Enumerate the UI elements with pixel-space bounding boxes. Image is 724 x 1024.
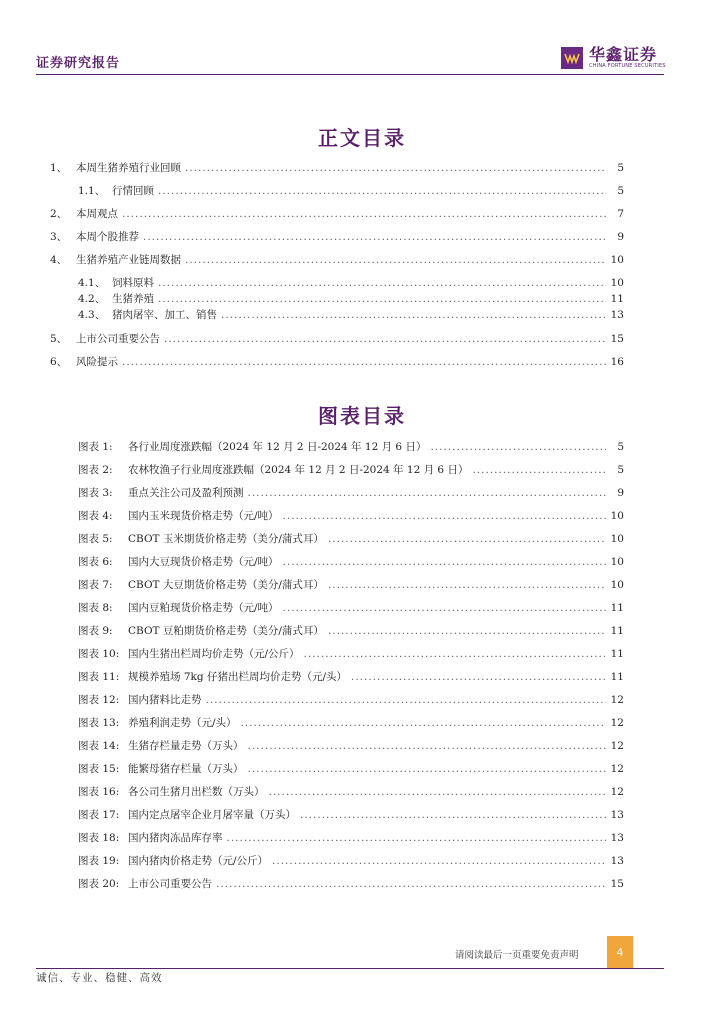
- figure-label: 图表 12:: [78, 694, 120, 706]
- leader-dots: [227, 832, 607, 844]
- toc-entry-title: 本周生猪养殖行业回顾: [76, 162, 181, 174]
- figure-title: 国内大豆现货价格走势（元/吨）: [128, 556, 279, 568]
- figure-label: 图表 6:: [78, 556, 113, 568]
- figure-title: 国内玉米现货价格走势（元/吨）: [128, 510, 279, 522]
- figure-page: 13: [610, 855, 624, 867]
- logo-chinese-name: 华鑫证券: [589, 45, 658, 64]
- toc-entry-number: 6、: [50, 356, 68, 368]
- toc-entry-number: 1.1、: [78, 185, 106, 197]
- toc-entry-page: 10: [610, 254, 624, 266]
- figure-entry[interactable]: [78, 876, 624, 894]
- leader-dots: [430, 441, 606, 453]
- figure-entry[interactable]: [78, 830, 624, 848]
- toc-entry-6[interactable]: [50, 354, 624, 372]
- toc-entry-number: 4.3、: [78, 309, 106, 321]
- figure-label: 图表 19:: [78, 855, 120, 867]
- figure-page: 13: [610, 809, 624, 821]
- figure-page: 12: [610, 740, 624, 752]
- figure-entry[interactable]: [78, 669, 624, 687]
- figure-entry[interactable]: [78, 761, 624, 779]
- figure-page: 12: [610, 694, 624, 706]
- figure-title: 各公司生猪月出栏数（万头）: [128, 786, 265, 798]
- figure-entry[interactable]: [78, 462, 624, 480]
- figure-page: 11: [610, 625, 624, 637]
- leader-dots: [269, 786, 607, 798]
- figure-title: CBOT 玉米期货价格走势（美分/蒲式耳）: [128, 533, 324, 545]
- figure-label: 图表 10:: [78, 648, 120, 660]
- figure-title: CBOT 豆粕期货价格走势（美分/蒲式耳）: [128, 625, 324, 637]
- toc-entry-number: 5、: [50, 333, 68, 345]
- leader-dots: [206, 694, 607, 706]
- logo-mark-icon: [561, 47, 583, 69]
- leader-dots: [122, 208, 606, 220]
- header-divider: [36, 74, 664, 75]
- figure-title: 国内定点屠宰企业月屠宰量（万头）: [128, 809, 296, 821]
- leader-dots: [472, 464, 606, 476]
- toc-entry-2[interactable]: [50, 206, 624, 224]
- figure-page: 12: [610, 763, 624, 775]
- figure-label: 图表 1:: [78, 441, 113, 453]
- toc-entry-title: 上市公司重要公告: [76, 333, 160, 345]
- toc-entry-1[interactable]: [50, 160, 624, 178]
- figure-entry[interactable]: [78, 692, 624, 710]
- leader-dots: [283, 602, 606, 614]
- leader-dots: [158, 277, 606, 289]
- figure-entry[interactable]: [78, 508, 624, 526]
- report-header-title: 证券研究报告: [36, 56, 121, 71]
- toc-entry-page: 5: [617, 185, 624, 197]
- leader-dots: [185, 254, 606, 266]
- figure-entry[interactable]: [78, 807, 624, 825]
- figure-entry[interactable]: [78, 485, 624, 503]
- toc-entry-page: 11: [610, 293, 624, 305]
- figure-label: 图表 5:: [78, 533, 113, 545]
- figure-title: 国内猪肉冻品库存率: [128, 832, 223, 844]
- figure-page: 5: [617, 441, 624, 453]
- page-number-badge: 4: [607, 936, 633, 968]
- toc-entry-page: 10: [610, 277, 624, 289]
- leader-dots: [185, 162, 606, 174]
- figure-page: 5: [617, 464, 624, 476]
- figure-label: 图表 7:: [78, 579, 113, 591]
- leader-dots: [221, 309, 606, 321]
- leader-dots: [304, 648, 606, 660]
- leader-dots: [248, 740, 607, 752]
- figure-page: 10: [610, 579, 624, 591]
- toc-entry-number: 4、: [50, 254, 68, 266]
- figure-label: 图表 8:: [78, 602, 113, 614]
- figures-title: 图表目录: [318, 404, 406, 428]
- leader-dots: [328, 625, 606, 637]
- figure-page: 11: [610, 602, 624, 614]
- contents-title: 正文目录: [318, 126, 406, 150]
- leader-dots: [143, 231, 606, 243]
- figure-entry[interactable]: [78, 784, 624, 802]
- leader-dots: [164, 333, 606, 345]
- toc-entry-page: 5: [617, 162, 624, 174]
- figure-title: 养殖利润走势（元/头）: [128, 717, 237, 729]
- figure-title: 上市公司重要公告: [128, 878, 212, 890]
- leader-dots: [328, 579, 606, 591]
- figure-label: 图表 14:: [78, 740, 120, 752]
- toc-entry-title: 风险提示: [76, 356, 118, 368]
- toc-entry-title: 行情回顾: [112, 185, 154, 197]
- figure-entry[interactable]: [78, 715, 624, 733]
- figure-page: 12: [610, 786, 624, 798]
- toc-entry-3[interactable]: [50, 229, 624, 247]
- figure-entry[interactable]: [78, 531, 624, 549]
- toc-entry-4-3[interactable]: [78, 307, 624, 325]
- figure-entry[interactable]: [78, 853, 624, 871]
- toc-entry-page: 7: [617, 208, 624, 220]
- figure-label: 图表 16:: [78, 786, 120, 798]
- leader-dots: [122, 356, 606, 368]
- leader-dots: [158, 293, 606, 305]
- toc-entry-number: 4.1、: [78, 277, 106, 289]
- figure-label: 图表 18:: [78, 832, 120, 844]
- leader-dots: [158, 185, 606, 197]
- toc-entry-title: 本周观点: [76, 208, 118, 220]
- figure-page: 13: [610, 832, 624, 844]
- toc-entry-page: 16: [610, 356, 624, 368]
- figure-label: 图表 17:: [78, 809, 120, 821]
- leader-dots: [283, 510, 606, 522]
- figure-page: 12: [610, 717, 624, 729]
- leader-dots: [216, 878, 606, 890]
- figure-page: 10: [610, 510, 624, 522]
- figure-title: 国内猪料比走势: [128, 694, 202, 706]
- figure-title: 规模养殖场 7kg 仔猪出栏周均价走势（元/头）: [128, 671, 347, 683]
- toc-entry-title: 生猪养殖: [112, 293, 154, 305]
- figure-entry[interactable]: [78, 623, 624, 641]
- leader-dots: [248, 487, 607, 499]
- figure-label: 图表 13:: [78, 717, 120, 729]
- figure-title: 国内豆粕现货价格走势（元/吨）: [128, 602, 279, 614]
- figure-page: 10: [610, 556, 624, 568]
- leader-dots: [300, 809, 606, 821]
- figure-title: 农林牧渔子行业周度涨跌幅（2024 年 12 月 2 日-2024 年 12 月 6 日）: [128, 464, 469, 476]
- toc-entry-page: 15: [610, 333, 624, 345]
- leader-dots: [283, 556, 606, 568]
- figure-label: 图表 11:: [78, 671, 120, 683]
- toc-entry-title: 猪肉屠宰、加工、销售: [112, 309, 217, 321]
- toc-entry-title: 饲料原料: [112, 277, 154, 289]
- footer-motto: 诚信、专业、稳健、高效: [36, 972, 163, 984]
- figure-entry[interactable]: [78, 439, 624, 457]
- figure-page: 11: [610, 671, 624, 683]
- figure-title: 能繁母猪存栏量（万头）: [128, 763, 244, 775]
- figure-label: 图表 15:: [78, 763, 120, 775]
- figure-page: 15: [610, 878, 624, 890]
- toc-entry-page: 13: [610, 309, 624, 321]
- toc-entry-title: 生猪养殖产业链周数据: [76, 254, 181, 266]
- figure-entry[interactable]: [78, 554, 624, 572]
- figure-title: 各行业周度涨跌幅（2024 年 12 月 2 日-2024 年 12 月 6 日）: [128, 441, 427, 453]
- footer-divider: [36, 968, 664, 969]
- figure-label: 图表 9:: [78, 625, 113, 637]
- figure-entry[interactable]: [78, 646, 624, 664]
- figure-title: 国内猪肉价格走势（元/公斤）: [128, 855, 269, 867]
- leader-dots: [248, 763, 607, 775]
- toc-entry-number: 3、: [50, 231, 68, 243]
- leader-dots: [272, 855, 606, 867]
- logo-english-name: CHINA FORTUNE SECURITIES: [589, 63, 666, 69]
- toc-entry-5[interactable]: [50, 331, 624, 349]
- figure-page: 9: [617, 487, 624, 499]
- toc-entry-title: 本周个股推荐: [76, 231, 139, 243]
- figure-page: 11: [610, 648, 624, 660]
- leader-dots: [351, 671, 606, 683]
- figure-title: 国内生猪出栏周均价走势（元/公斤）: [128, 648, 300, 660]
- toc-entry-1-1[interactable]: [78, 183, 624, 201]
- figure-title: 重点关注公司及盈利预测: [128, 487, 244, 499]
- figure-entry[interactable]: [78, 600, 624, 618]
- toc-entry-number: 4.2、: [78, 293, 106, 305]
- toc-entry-number: 1、: [50, 162, 68, 174]
- figure-label: 图表 20:: [78, 878, 120, 890]
- figure-entry[interactable]: [78, 577, 624, 595]
- figure-label: 图表 2:: [78, 464, 113, 476]
- figure-title: CBOT 大豆期货价格走势（美分/蒲式耳）: [128, 579, 324, 591]
- leader-dots: [328, 533, 606, 545]
- figure-page: 10: [610, 533, 624, 545]
- figure-label: 图表 3:: [78, 487, 113, 499]
- figure-title: 生猪存栏量走势（万头）: [128, 740, 244, 752]
- toc-entry-4[interactable]: [50, 252, 624, 270]
- toc-entry-number: 2、: [50, 208, 68, 220]
- leader-dots: [241, 717, 606, 729]
- disclaimer-note: 请阅读最后一页重要免责声明: [455, 950, 579, 961]
- figure-entry[interactable]: [78, 738, 624, 756]
- company-logo: [561, 46, 666, 69]
- figure-label: 图表 4:: [78, 510, 113, 522]
- toc-entry-page: 9: [617, 231, 624, 243]
